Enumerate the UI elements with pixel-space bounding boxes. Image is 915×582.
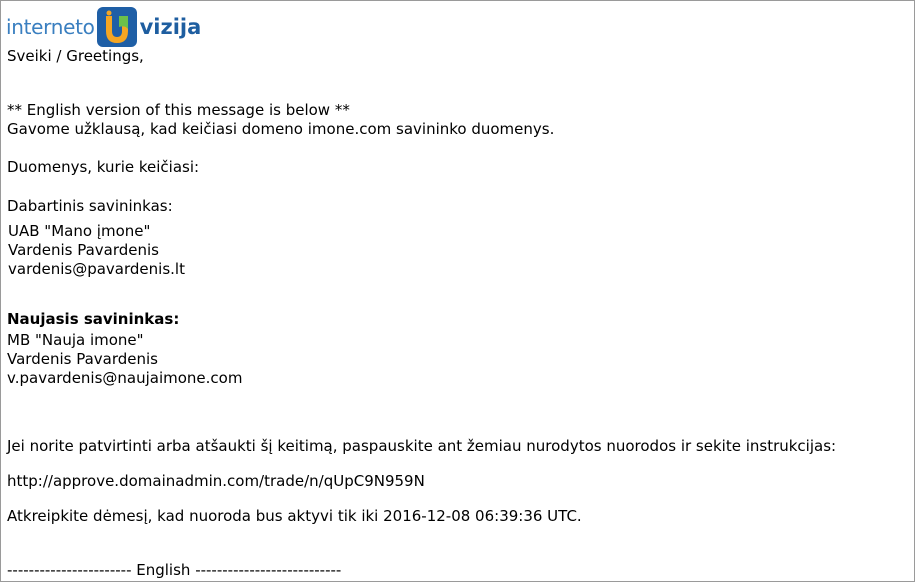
new-owner-name: Vardenis Pavardenis <box>7 350 158 368</box>
greeting: Sveiki / Greetings, <box>7 47 144 65</box>
english-divider: ----------------------- English --------------------------- <box>7 561 342 579</box>
expiry-notice: Atkreipkite dėmesį, kad nuoroda bus aktyvi tik iki 2016-12-08 06:39:36 UTC. <box>7 507 582 525</box>
approve-link-line <box>7 472 425 491</box>
changing-data-label: Duomenys, kurie keičiasi: <box>7 158 200 176</box>
current-owner-label: Dabartinis savininkas: <box>7 197 173 215</box>
instruction-text: Jei norite patvirtinti arba atšaukti šį keitimą, paspauskite ant žemiau nurodytos nuorodos ir sekite instrukcijas: <box>7 437 837 455</box>
approve-link[interactable]: http://approve.domainadmin.com/trade/n/qUpC9N959N <box>7 472 425 490</box>
english-notice: ** English version of this message is below ** <box>7 101 350 119</box>
logo-left-text: interneto <box>6 15 95 39</box>
current-owner-email: vardenis@pavardenis.lt <box>8 260 185 278</box>
new-owner-label: Naujasis savininkas: <box>7 310 180 328</box>
logo-mark-icon <box>97 7 137 47</box>
current-owner-company: UAB "Mano įmone" <box>8 222 151 240</box>
interneto-vizija-logo <box>6 7 201 47</box>
request-line: Gavome užklausą, kad keičiasi domeno imone.com savininko duomenys. <box>7 120 555 138</box>
new-owner-email: v.pavardenis@naujaimone.com <box>7 369 243 387</box>
current-owner-name: Vardenis Pavardenis <box>8 241 159 259</box>
current-owner-details <box>8 222 185 279</box>
new-owner-details <box>7 331 242 388</box>
logo-right-text: vizija <box>139 15 202 39</box>
new-owner-company: MB "Nauja imone" <box>7 331 144 349</box>
